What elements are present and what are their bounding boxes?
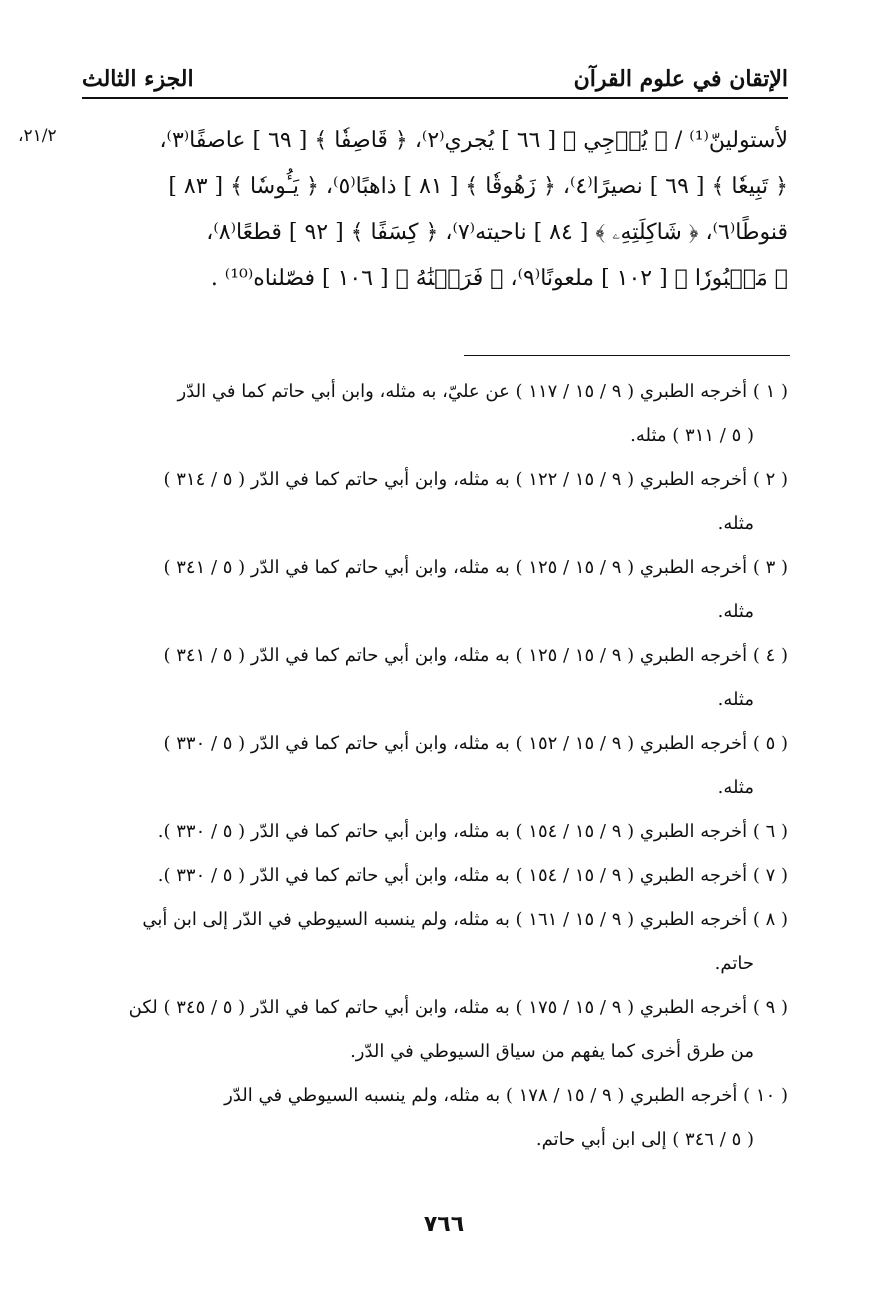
footnote-text: أخرجه الطبري ( ٩ / ١٥ / ١١٧ ) عن عليّ، به مثله، وابن أبي حاتم كما في الدّر xyxy=(177,381,748,402)
footnote-number: ( ١ ) xyxy=(752,381,788,402)
footnote-text: أخرجه الطبري ( ٩ / ١٥ / ١٧٨ ) به مثله، ولم ينسبه السيوطي في الدّر xyxy=(224,1085,738,1106)
footnote-text: أخرجه الطبري ( ٩ / ١٥ / ١٢٥ ) به مثله، وابن أبي حاتم كما في الدّر ( ٥ / ٣٤١ ) xyxy=(163,557,748,578)
main-text xyxy=(82,118,788,302)
footnote xyxy=(82,986,788,1074)
footnote-number: ( ٦ ) xyxy=(752,821,788,842)
page-number: ٧٦٦ xyxy=(423,1212,465,1237)
footnote xyxy=(82,634,788,722)
side-reference: ٢١/٢، xyxy=(18,126,57,146)
footnote xyxy=(82,546,788,634)
footnote xyxy=(82,458,788,546)
main-line: ﴿ تَبِيعٗا ﴾ [ ٦٩ ] نصيرًا⁽٤⁾، ﴿ زَهُوقٗا ﴾ [ ٨١ ] ذاهبًا⁽٥⁾، ﴿ يَـُٔوسٗا ﴾ [ ٨٣ ] xyxy=(168,174,788,199)
footnote-number: ( ٨ ) xyxy=(752,909,788,930)
footnote xyxy=(82,1074,788,1162)
footnote-continuation: مثله. xyxy=(717,601,754,622)
footnote-number: ( ١٠ ) xyxy=(743,1085,788,1106)
footnote-continuation: حاتم. xyxy=(714,953,754,974)
footnote-continuation: ( ٥ / ٣٤٦ ) إلى ابن أبي حاتم. xyxy=(535,1129,754,1150)
footnote-text: أخرجه الطبري ( ٩ / ١٥ / ١٥٤ ) به مثله، وابن أبي حاتم كما في الدّر ( ٥ / ٣٣٠ ). xyxy=(157,821,748,842)
footnote-number: ( ٥ ) xyxy=(752,733,788,754)
footnotes xyxy=(82,370,788,1162)
main-line: ﴿ مَثۡبُورٗا ﴾ [ ١٠٢ ] ملعونًا⁽٩⁾، ﴿ فَرَقۡنَٰهُ ﴾ [ ١٠٦ ] فصّلناه⁽¹⁰⁾ . xyxy=(210,266,788,291)
footnote-number: ( ٤ ) xyxy=(752,645,788,666)
main-line: لأستولينّ⁽¹⁾ / ﴿ يُزۡجِي ﴾ [ ٦٦ ] يُجري⁽٢⁾، ﴿ قَاصِفٗا ﴾ [ ٦٩ ] عاصفًا⁽٣⁾، xyxy=(159,128,788,153)
footnote-continuation: مثله. xyxy=(717,777,754,798)
footnote-number: ( ٣ ) xyxy=(752,557,788,578)
footnote-text: أخرجه الطبري ( ٩ / ١٥ / ١٢٢ ) به مثله، وابن أبي حاتم كما في الدّر ( ٥ / ٣١٤ ) xyxy=(163,469,748,490)
footnote-continuation: من طرق أخرى كما يفهم من سياق السيوطي في الدّر. xyxy=(350,1041,754,1062)
main-line: قنوطًا⁽٦⁾، ﴿ شَاكِلَتِهِۦ ﴾ [ ٨٤ ] ناحيته⁽٧⁾، ﴿ كِسَفًا ﴾ [ ٩٢ ] قطعًا⁽٨⁾، xyxy=(206,220,788,245)
footnote xyxy=(82,722,788,810)
footnote xyxy=(82,898,788,986)
footnote xyxy=(82,370,788,458)
footnote-text: أخرجه الطبري ( ٩ / ١٥ / ١٢٥ ) به مثله، وابن أبي حاتم كما في الدّر ( ٥ / ٣٤١ ) xyxy=(163,645,748,666)
footnote-number: ( ٢ ) xyxy=(752,469,788,490)
footnote xyxy=(82,810,788,854)
book-title: الإتقان في علوم القرآن xyxy=(573,66,788,92)
footnote-number: ( ٩ ) xyxy=(752,997,788,1018)
footnote-text: أخرجه الطبري ( ٩ / ١٥ / ١٧٥ ) به مثله، وابن أبي حاتم كما في الدّر ( ٥ / ٣٤٥ ) لكن xyxy=(128,997,748,1018)
footnote-text: أخرجه الطبري ( ٩ / ١٥ / ١٥٢ ) به مثله، وابن أبي حاتم كما في الدّر ( ٥ / ٣٣٠ ) xyxy=(163,733,748,754)
footnote-text: أخرجه الطبري ( ٩ / ١٥ / ١٥٤ ) به مثله، وابن أبي حاتم كما في الدّر ( ٥ / ٣٣٠ ). xyxy=(157,865,748,886)
footnote-number: ( ٧ ) xyxy=(752,865,788,886)
footnote-rule xyxy=(464,355,790,356)
volume-title: الجزء الثالث xyxy=(82,66,194,92)
footnote-text: أخرجه الطبري ( ٩ / ١٥ / ١٦١ ) به مثله، ولم ينسبه السيوطي في الدّر إلى ابن أبي xyxy=(142,909,748,930)
footnote xyxy=(82,854,788,898)
footnote-continuation: ( ٥ / ٣١١ ) مثله. xyxy=(630,425,754,446)
running-header xyxy=(82,50,788,90)
footnote-continuation: مثله. xyxy=(717,513,754,534)
header-rule xyxy=(82,97,788,99)
footnote-continuation: مثله. xyxy=(717,689,754,710)
